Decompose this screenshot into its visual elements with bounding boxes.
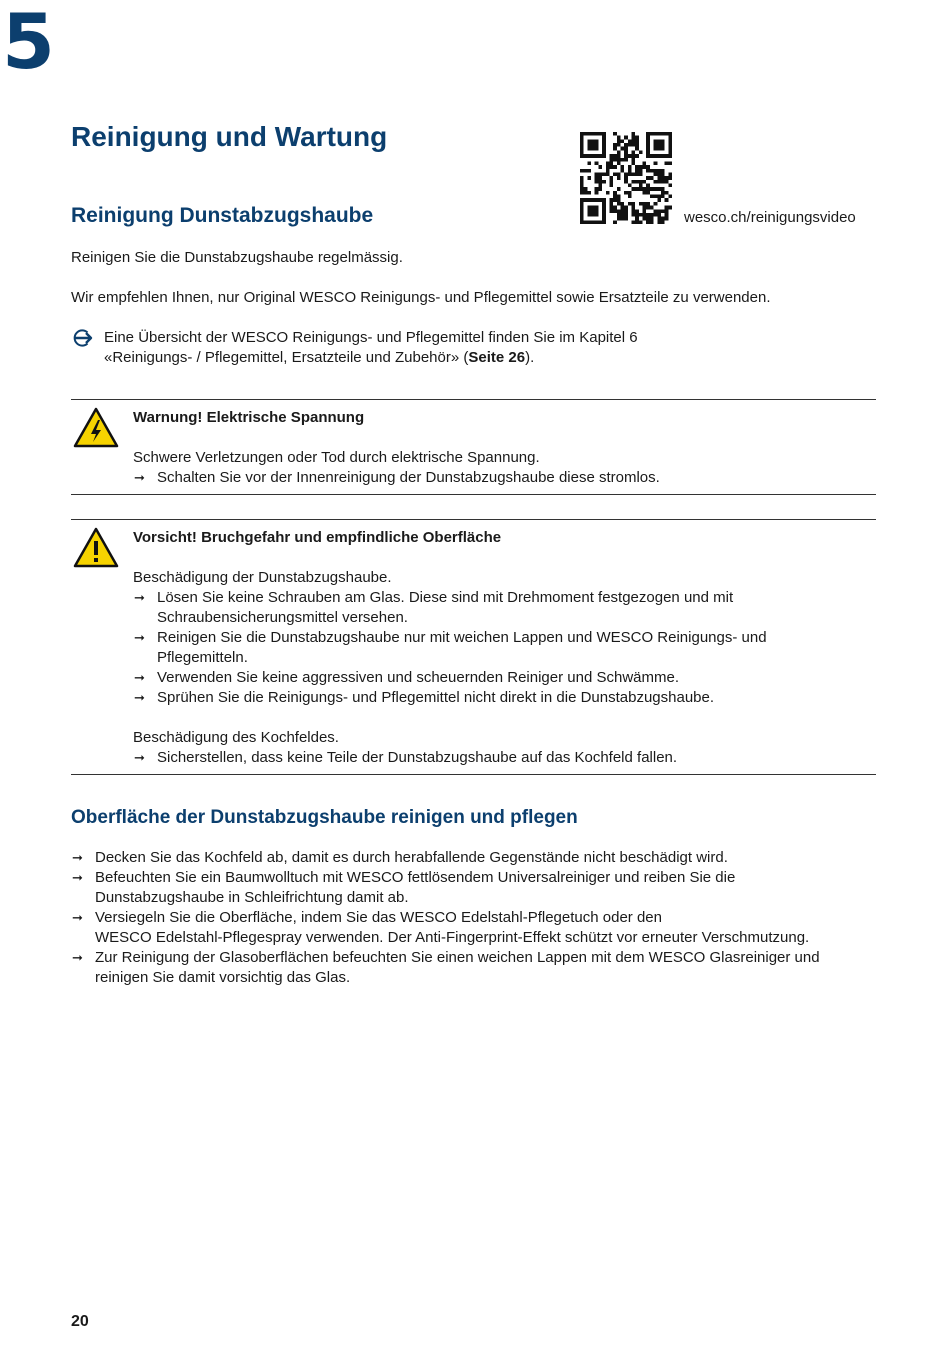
arrow-bullet-icon: ➞ (134, 590, 145, 605)
warning-heading: Warnung! Elektrische Spannung (133, 409, 365, 426)
warning-text: Schwere Verletzungen oder Tod durch elektrische Spannung. (133, 449, 540, 466)
care-list (71, 848, 871, 988)
page-number: 20 (71, 1313, 89, 1330)
caution-text-1: Beschädigung der Dunstabzugshaube. (133, 569, 392, 586)
care-section-heading: Oberfläche der Dunstabzugshaube reinigen und pflegen (71, 807, 578, 828)
list-item: ➞ Sprühen Sie die Reinigungs- und Pflegemittel nicht direkt in die Dunstabzugshaube. (134, 689, 715, 706)
arrow-bullet-icon: ➞ (134, 470, 145, 485)
qr-code-icon[interactable] (580, 132, 672, 224)
hint-line-1: Eine Übersicht der WESCO Reinigungs- und Pflegemittel finden Sie im Kapitel 6 (104, 329, 638, 346)
caution-box (71, 519, 876, 775)
list-item: ➞ Schalten Sie vor der Innenreinigung der Dunstabzugshaube diese stromlos. (134, 469, 660, 486)
arrow-bullet-icon: ➞ (134, 750, 145, 765)
list-item: ➞ Decken Sie das Kochfeld ab, damit es durch herabfallende Gegenstände nicht beschädigt wird. (72, 849, 728, 866)
caution-list-1 (133, 588, 876, 708)
caution-text-2: Beschädigung des Kochfeldes. (133, 729, 339, 746)
caution-heading: Vorsicht! Bruchgefahr und empfindliche Oberfläche (133, 529, 502, 546)
page-title: Reinigung und Wartung (71, 121, 388, 152)
arrow-bullet-icon: ➞ (72, 910, 83, 925)
arrow-bullet-icon: ➞ (134, 670, 145, 685)
recommendation-paragraph: Wir empfehlen Ihnen, nur Original WESCO Reinigungs- und Pflegemittel sowie Ersatzteile zu verwenden. (71, 289, 771, 306)
circle-arrow-icon (71, 329, 93, 347)
list-item: ➞ Reinigen Sie die Dunstabzugshaube nur mit weichen Lappen und WESCO Reinigungs- und Pflegemitteln. (134, 629, 767, 666)
hint-line-2: «Reinigungs- / Pflegemittel, Ersatzteile und Zubehör» (Seite 26). (104, 349, 535, 366)
qr-url-label: wesco.ch/reinigungsvideo (684, 209, 856, 226)
arrow-bullet-icon: ➞ (134, 690, 145, 705)
warning-box (71, 399, 876, 495)
list-item: ➞ Zur Reinigung der Glasoberflächen befeuchten Sie einen weichen Lappen mit dem WESCO Glasreiniger und reinigen Sie damit vorsichtig das Glas. (72, 949, 820, 986)
list-item: ➞ Sicherstellen, dass keine Teile der Dunstabzugshaube auf das Kochfeld fallen. (134, 749, 678, 766)
list-item: ➞ Versiegeln Sie die Oberfläche, indem Sie das WESCO Edelstahl-Pflegetuch oder den WESCO Edelstahl-Pflegespray verwenden. Der Anti-Fingerprint-Effekt schützt vor erneuter Verschmutzung. (72, 909, 810, 946)
arrow-bullet-icon: ➞ (72, 850, 83, 865)
exclamation-warning-icon (73, 527, 119, 569)
warning-list (133, 468, 876, 488)
list-item: ➞ Befeuchten Sie ein Baumwolltuch mit WESCO fettlösendem Universalreiniger und reiben Sie die Dunstabzugshaube in Schleifrichtung damit ab. (72, 869, 736, 906)
arrow-bullet-icon: ➞ (72, 870, 83, 885)
intro-paragraph: Reinigen Sie die Dunstabzugshaube regelmässig. (71, 249, 403, 266)
list-item: ➞ Lösen Sie keine Schrauben am Glas. Diese sind mit Drehmoment festgezogen und mit Schraubensicherungsmittel versehen. (134, 589, 734, 626)
reference-hint (71, 328, 771, 368)
arrow-bullet-icon: ➞ (134, 630, 145, 645)
arrow-bullet-icon: ➞ (72, 950, 83, 965)
high-voltage-warning-icon (73, 407, 119, 449)
chapter-number: 5 (2, 0, 55, 86)
section-heading: Reinigung Dunstabzugshaube (71, 204, 374, 227)
list-item: ➞ Verwenden Sie keine aggressiven und scheuernden Reiniger und Schwämme. (134, 669, 679, 686)
caution-list-2 (133, 748, 876, 768)
page-reference-link[interactable]: Seite 26 (468, 349, 526, 366)
